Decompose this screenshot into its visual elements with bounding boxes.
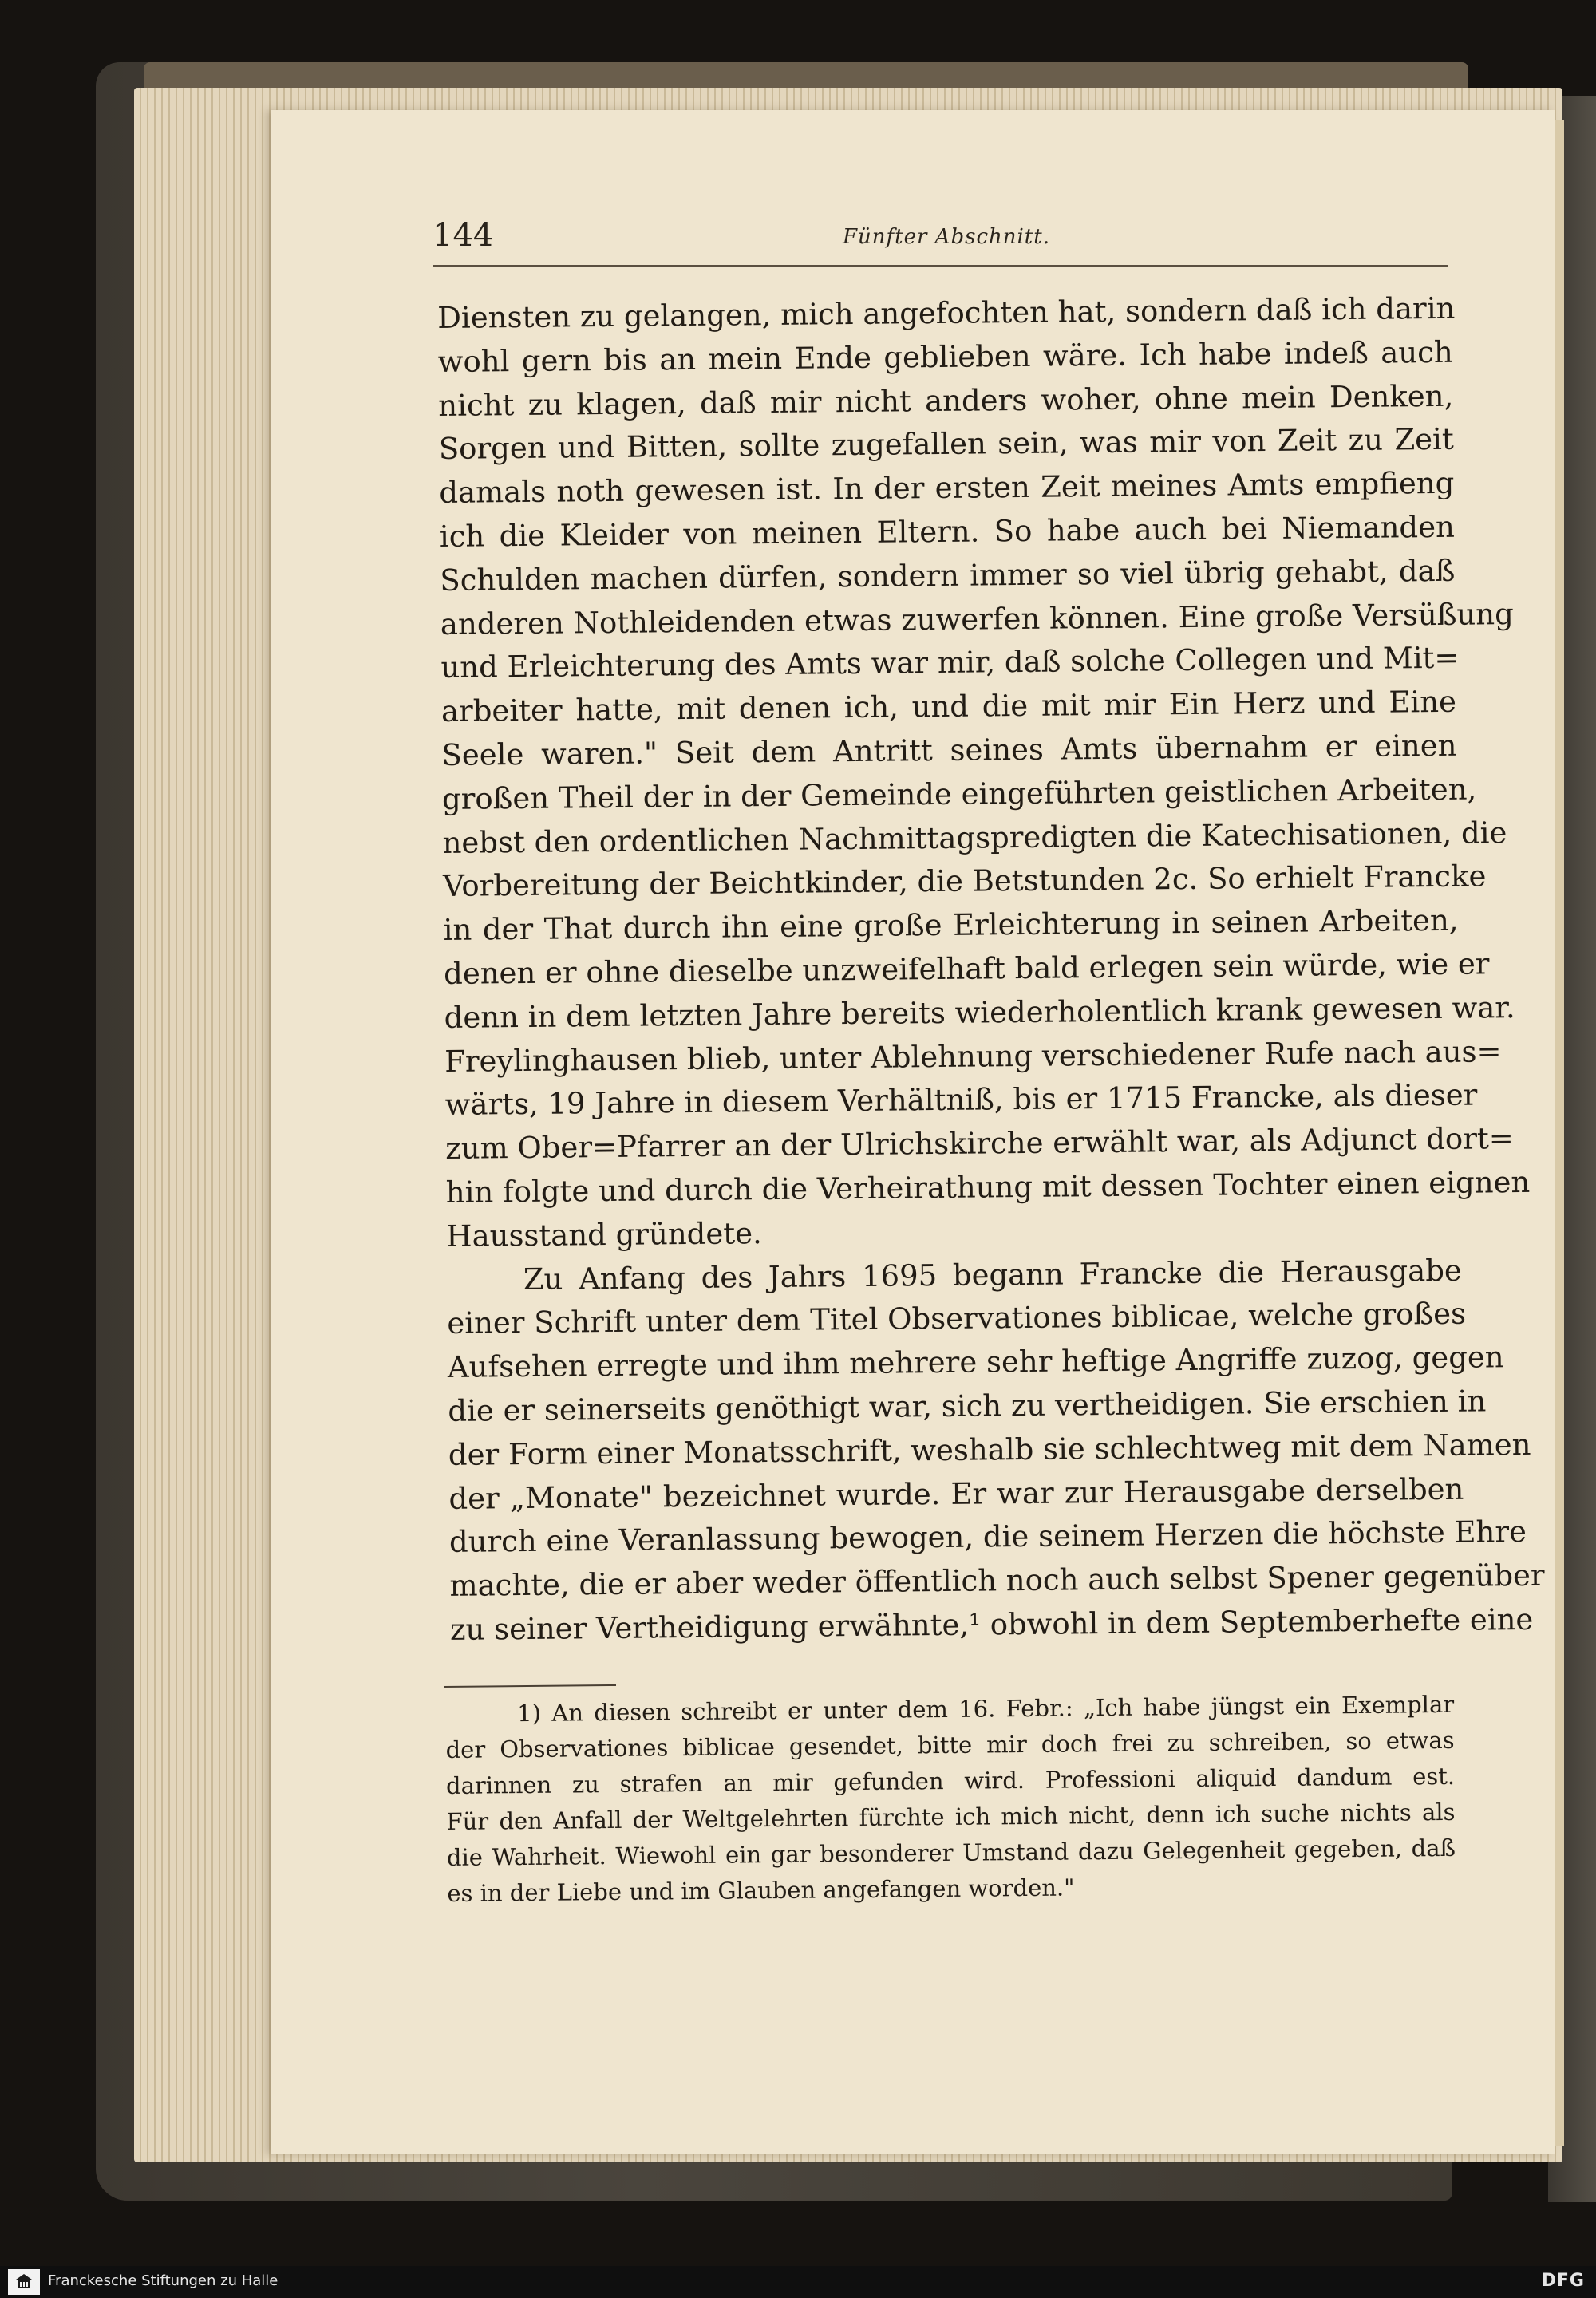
text-line: Aufsehen erregte und ihm mehrere sehr heftige Angriffe zuzog, gegen — [447, 1340, 1504, 1385]
institution-name: Franckesche Stiftungen zu Halle — [48, 2272, 279, 2289]
footnote-line: es in der Liebe und im Glauben angefangen worden." — [447, 1874, 1075, 1907]
text-line: zu seiner Vertheidigung erwähnte,¹ obwohl in dem Septemberhefte eine — [449, 1601, 1534, 1647]
text-line: einer Schrift unter dem Titel Observationes biblicae, welche großes — [447, 1297, 1467, 1341]
text-line: durch eine Veranlassung bewogen, die seinem Herzen die höchste Ehre — [448, 1514, 1527, 1560]
text-line: Freylinghausen blieb, unter Ablehnung verschiedener Rufe nach aus= — [444, 1033, 1502, 1079]
text-line: Schulden machen dürfen, sondern immer so viel übrig gehabt, daß — [440, 553, 1456, 598]
page-right-edge — [1555, 120, 1564, 2146]
body-text — [437, 287, 1545, 1652]
dfg-logo: DFG — [1541, 2271, 1585, 2291]
footnote-line: 1) An diesen schreibt er unter dem 16. Febr.: „Ich habe jüngst ein Exemplar — [517, 1690, 1455, 1727]
text-line: der „Monate" bezeichnet wurde. Er war zur Herausgabe derselben — [448, 1471, 1464, 1516]
text-line: die er seinerseits genöthigt war, sich zu vertheidigen. Sie erschien in — [448, 1384, 1487, 1428]
text-line: anderen Nothleidenden etwas zuwerfen können. Eine große Versüßung — [440, 596, 1514, 642]
text-line: Sorgen und Bitten, sollte zugefallen sein, was mir von Zeit zu Zeit — [438, 422, 1454, 467]
footnote-line: der Observationes biblicae gesendet, bitte mir doch frei zu schreiben, so etwas — [445, 1726, 1455, 1763]
text-line: Diensten zu gelangen, mich angefochten hat, sondern daß ich darin — [437, 290, 1456, 335]
text-line: in der That durch ihn eine große Erleichterung in seinen Arbeiten, — [443, 902, 1459, 948]
text-line: zum Ober=Pfarrer an der Ulrichskirche erwählt war, als Adjunct dort= — [445, 1121, 1514, 1167]
institution-emblem-icon — [14, 2272, 34, 2291]
text-line: denen er ohne dieselbe unzweifelhaft bald erlegen sein würde, wie er — [443, 946, 1490, 991]
paragraph-start-line: Zu Anfang des Jahrs 1695 begann Francke die Herausgabe — [523, 1253, 1462, 1297]
running-head: Fünfter Abschnitt. — [843, 225, 1050, 249]
text-line: arbeiter hatte, mit denen ich, und die mit mir Ein Herz und Eine — [440, 684, 1457, 729]
text-line: nebst den ordentlichen Nachmittagspredigten die Katechisationen, die — [442, 815, 1507, 860]
text-line: damals noth gewesen ist. In der ersten Zeit meines Amts empfieng — [439, 465, 1455, 511]
text-line: Hausstand gründete. — [446, 1215, 762, 1254]
footnote — [445, 1687, 1463, 1912]
footnote-line: Für den Anfall der Weltgelehrten fürchte ich mich nicht, denn ich suche nichts als — [446, 1798, 1456, 1835]
page-number: 144 — [433, 217, 494, 254]
text-line: nicht zu klagen, daß mir nicht anders woher, ohne mein Denken, — [438, 378, 1454, 423]
text-line: großen Theil der in der Gemeinde eingeführten geistlichen Arbeiten, — [441, 772, 1477, 816]
text-line: machte, die er aber weder öffentlich noch auch selbst Spener gegenüber — [449, 1558, 1545, 1604]
text-line: Vorbereitung der Beichtkinder, die Betstunden 2c. So erhielt Francke — [442, 859, 1487, 904]
text-line: und Erleichterung des Amts war mir, daß solche Collegen und Mit= — [440, 641, 1460, 685]
footnote-line: die Wahrheit. Wiewohl ein gar besonderer Umstand dazu Gelegenheit gegeben, daß — [446, 1834, 1456, 1871]
footnote-line: darinnen zu strafen an mir gefunden wird. Professioni aliquid dandum est. — [445, 1762, 1456, 1799]
text-line: der Form einer Monatsschrift, weshalb sie schlechtweg mit dem Namen — [448, 1427, 1531, 1472]
text-line: denn in dem letzten Jahre bereits wiederholentlich krank gewesen war. — [444, 989, 1515, 1035]
text-line: ich die Kleider von meinen Eltern. So habe auch bei Niemanden — [439, 509, 1456, 554]
text-line: hin folgte und durch die Verheirathung mit dessen Tochter einen eignen — [445, 1164, 1531, 1210]
text-line: wohl gern bis an mein Ende geblieben wäre. Ich habe indeß auch — [437, 334, 1453, 379]
text-line: Seele waren." Seit dem Antritt seines Amts übernahm er einen — [441, 728, 1457, 772]
header-rule — [433, 265, 1448, 267]
text-line: wärts, 19 Jahre in diesem Verhältniß, bis er 1715 Francke, als dieser — [444, 1077, 1478, 1123]
